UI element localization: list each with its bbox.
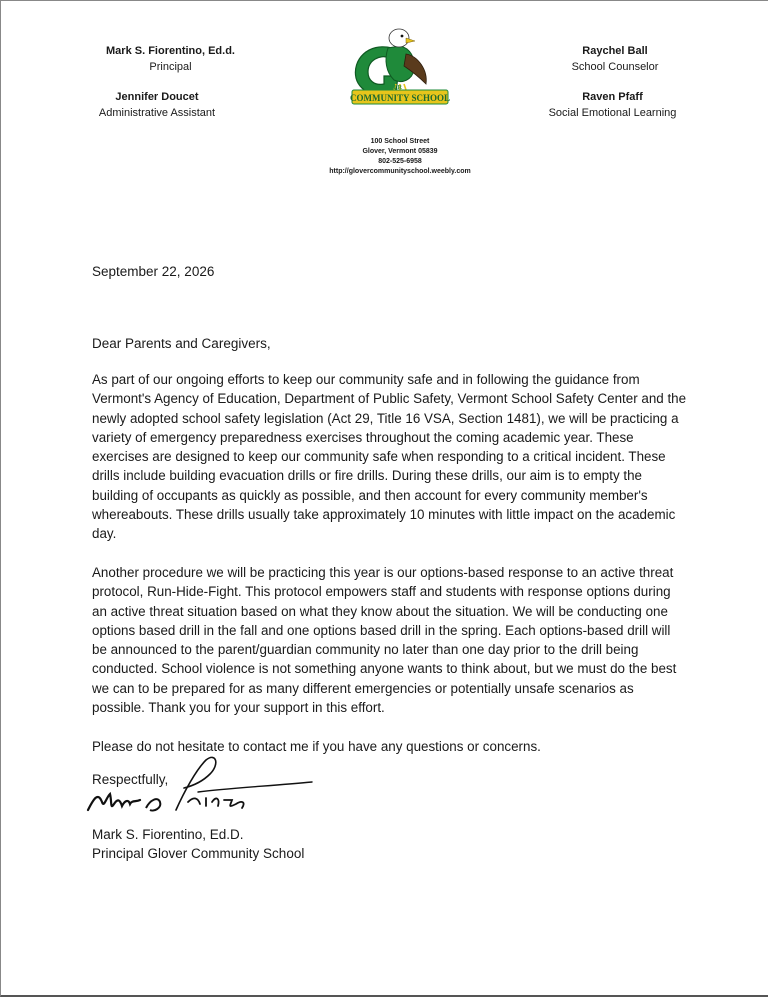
logo-word-glover: GLOVER (376, 85, 403, 91)
address-street: 100 School Street (370, 138, 430, 145)
letter-paragraph-3: Please do not hesitate to contact me if you have any questions or concerns. (92, 739, 541, 754)
staff-role: Social Emotional Learning (548, 107, 677, 119)
staff-role: Principal (149, 61, 192, 73)
staff-name: Raychel Ball (582, 45, 648, 57)
address-phone: 802-525-6958 (378, 158, 422, 165)
signer-title: Principal Glover Community School (92, 846, 305, 861)
address-city: Glover, Vermont 05839 (362, 148, 438, 155)
staff-social-emotional-learning (540, 89, 685, 121)
staff-name: Jennifer Doucet (115, 91, 199, 103)
staff-role: Administrative Assistant (98, 107, 216, 119)
signer-block (92, 825, 304, 863)
letter-date: September 22, 2026 (92, 264, 215, 279)
logo-word-community-school: COMMUNITY SCHOOL (350, 93, 450, 103)
signer-name: Mark S. Fiorentino, Ed.D. (92, 827, 244, 842)
address-website: http://glovercommunityschool.weebly.com (329, 168, 471, 175)
school-logo (348, 26, 452, 108)
staff-school-counselor (545, 43, 685, 75)
staff-principal (88, 43, 253, 75)
handwritten-signature (80, 752, 320, 822)
letter-paragraph-2: Another procedure we will be practicing this year is our options-based response to an active threat protocol, Run-Hide-Fight. This protocol empowers staff and students with response options during an active threat situation based on what they know about the situation. We will be conducting one options based drill in the fall and one options based drill in the spring. Each options-based drill will be announced to the parent/guardian community no later than one day prior to the drill being conducted. School violence is not something anyone wants to think about, but we must do the best we can to be prepared for as many different emergencies or potentially unsafe scenarios as possible. Thank you for your support in this effort. (92, 565, 677, 716)
letter-salutation: Dear Parents and Caregivers, (92, 336, 271, 351)
staff-name: Mark S. Fiorentino, Ed.d. (106, 45, 235, 57)
staff-name: Raven Pfaff (582, 91, 643, 103)
staff-role: School Counselor (571, 61, 659, 73)
letter-closing: Respectfully, (92, 772, 169, 787)
school-address (300, 137, 500, 177)
letter-paragraph-1: As part of our ongoing efforts to keep our community safe and in following the guidance from Vermont's Agency of Education, Department of Public Safety, Vermont School Safety Center and the newly adopted school safety legislation (Act 29, Title 16 VSA, Section 1481), we will be practicing a variety of emergency preparedness exercises throughout the coming academic year. These exercises are designed to keep our community safe when responding to a critical incident. These drills include building evacuation drills or fire drills. During these drills, our aim is to empty the building of occupants as quickly as possible, and then account for every community member's whereabouts. These drills usually take approximately 10 minutes with little impact on the academic day. (92, 372, 687, 542)
staff-administrative-assistant (82, 89, 232, 121)
